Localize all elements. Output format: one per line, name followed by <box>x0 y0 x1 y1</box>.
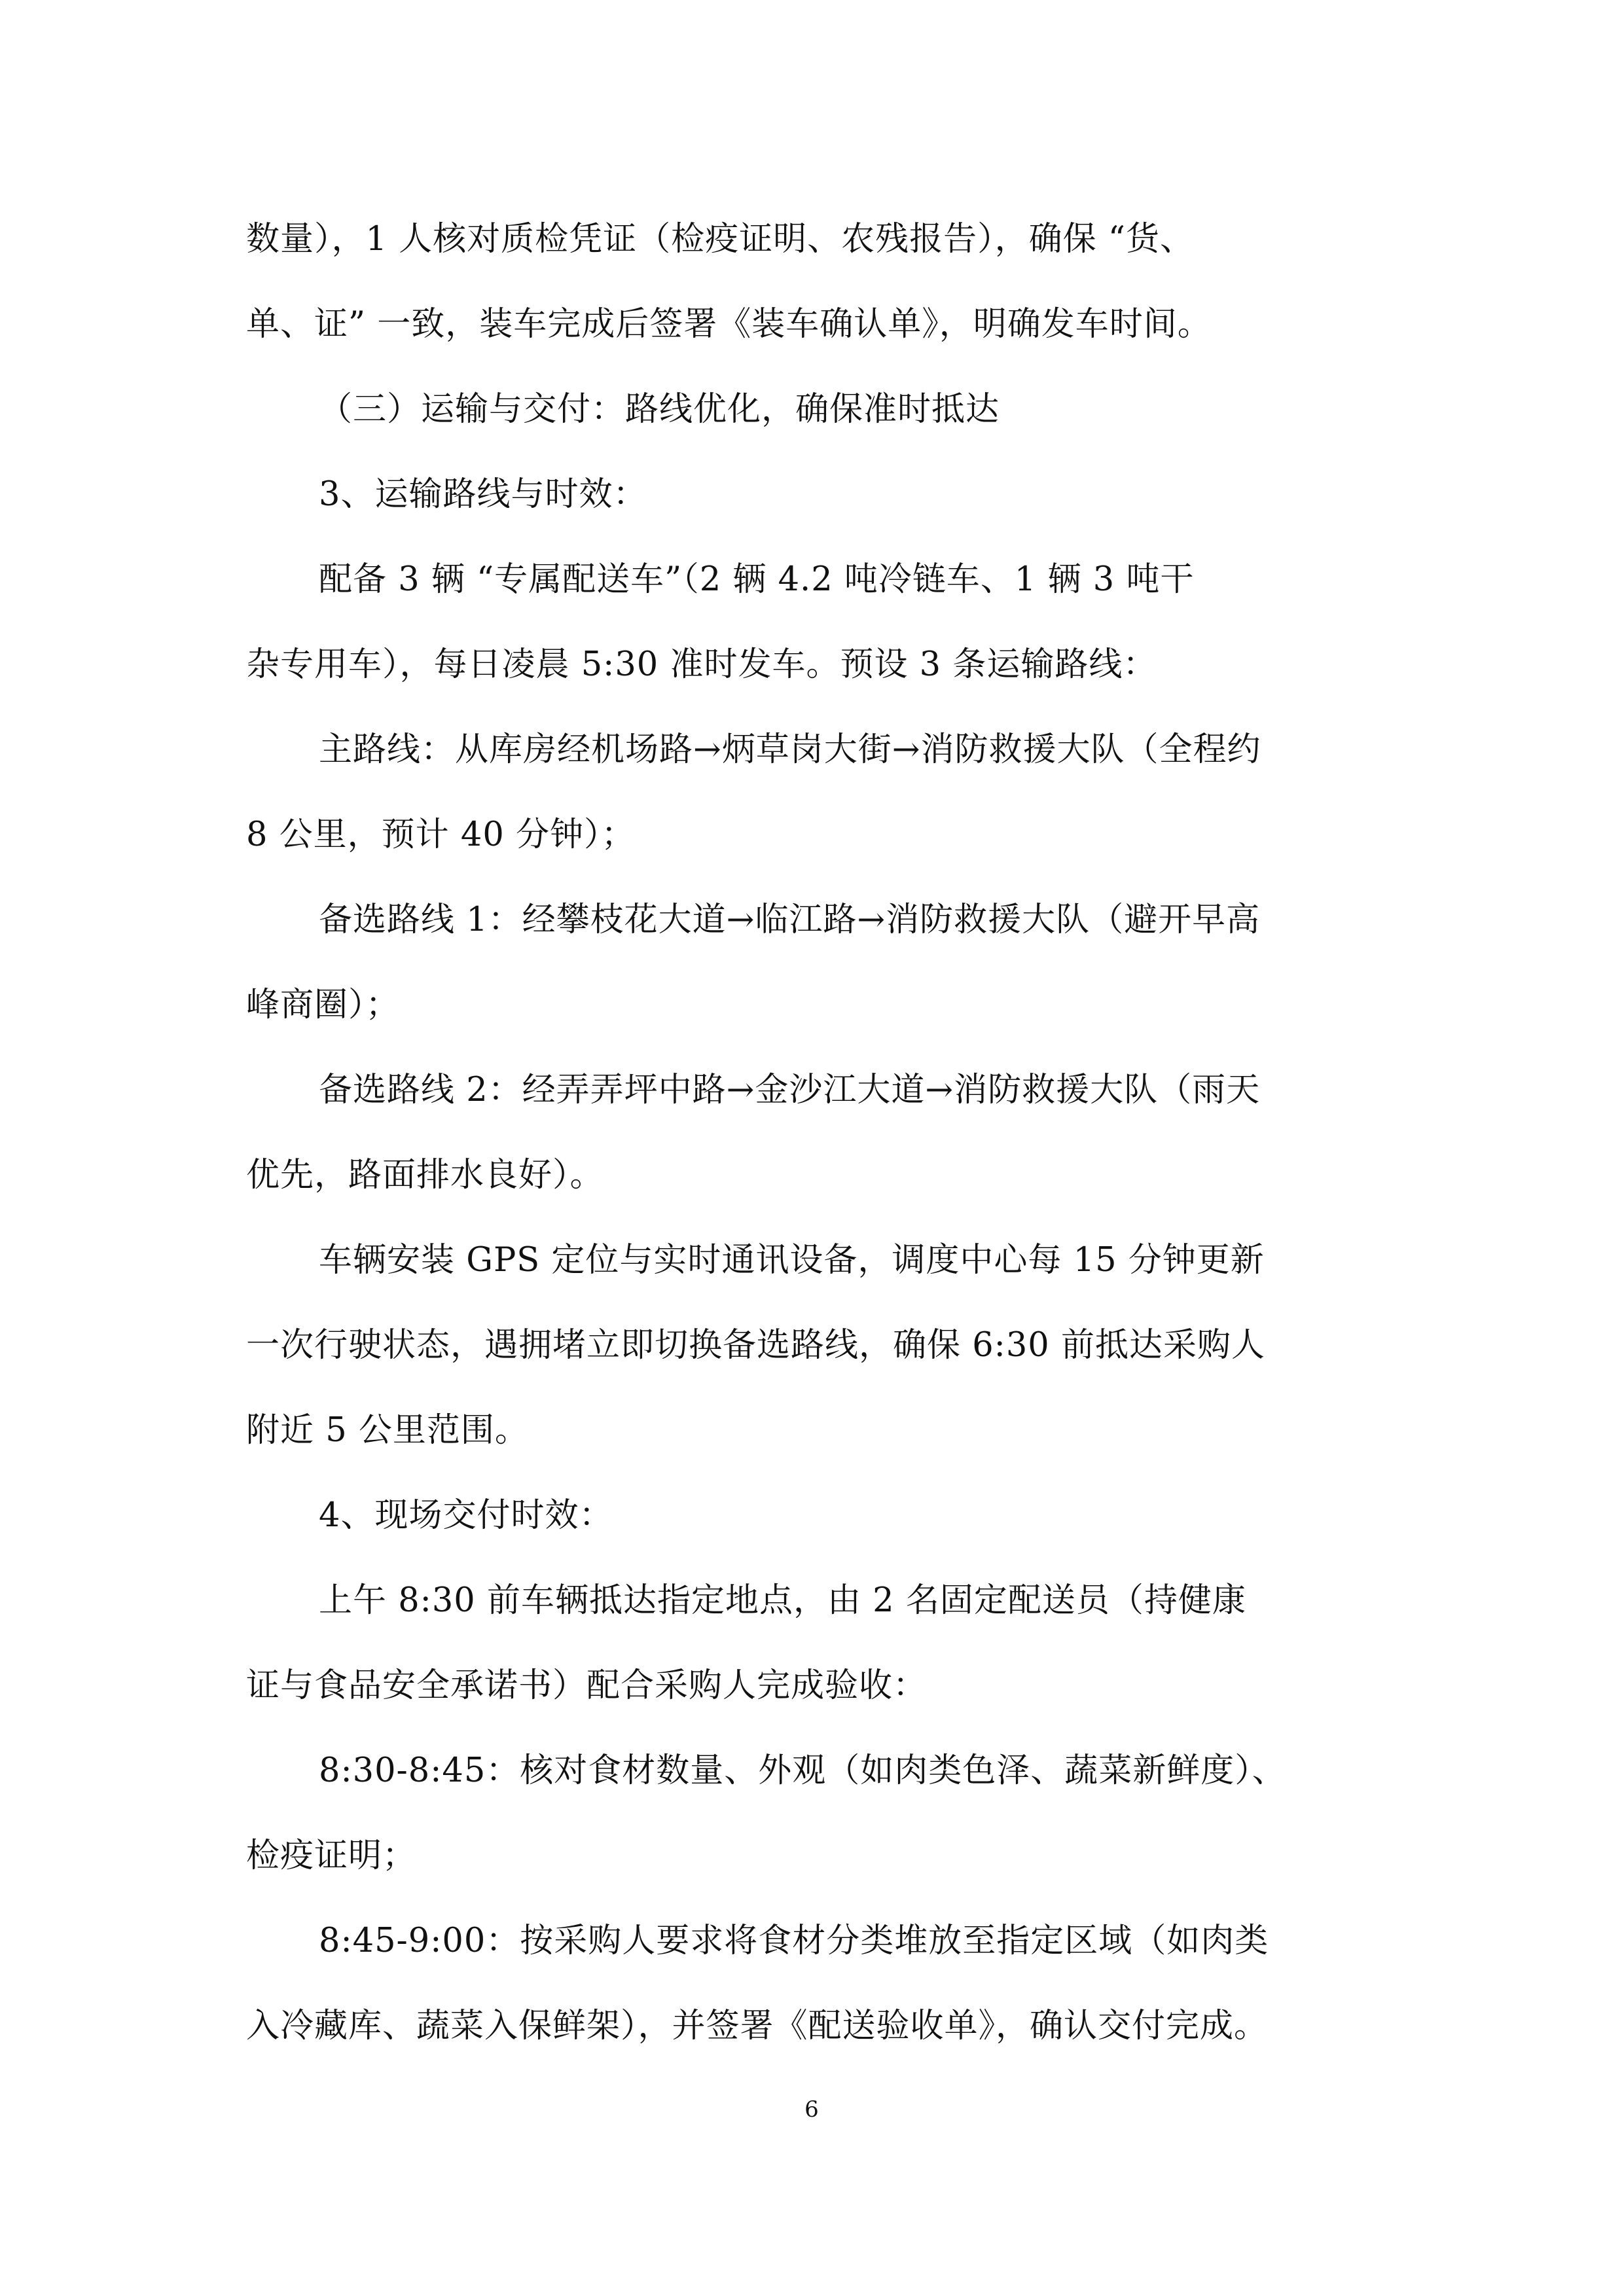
text-line-alternate-route-2-note: 优先，路面排水良好）。 <box>246 1156 604 1194</box>
text-line-arrival-range: 附近 5 公里范围。 <box>246 1411 529 1450</box>
text-line-main-route-distance: 8 公里，预计 40 分钟）； <box>246 816 636 854</box>
text-line-loading-confirmation: 单、证” 一致，装车完成后签署《装车确认单》，明确发车时间。 <box>246 305 1212 344</box>
section-heading-transport-delivery: （三）运输与交付：路线优化，确保准时抵达 <box>319 390 1000 429</box>
text-line-vehicles: 配备 3 辆 “专属配送车”（2 辆 4.2 吨冷链车、1 辆 3 吨干 <box>319 560 1195 599</box>
text-line-first-check-window: 8:30-8:45：核对食材数量、外观（如肉类色泽、蔬菜新鲜度）、 <box>319 1751 1286 1790</box>
text-line-alternate-route-1: 备选路线 1：经攀枝花大道→临江路→消防救援大队（避开早高 <box>319 901 1261 939</box>
text-line-main-route: 主路线：从库房经机场路→炳草岗大街→消防救援大队（全程约 <box>319 730 1261 769</box>
text-line-second-check-window: 8:45-9:00：按采购人要求将食材分类堆放至指定区域（如肉类 <box>319 1922 1269 1960</box>
text-line-route-switching: 一次行驶状态，遇拥堵立即切换备选路线，确保 6:30 前抵达采购人 <box>246 1326 1265 1365</box>
text-line-gps-tracking: 车辆安装 GPS 定位与实时通讯设备，调度中心每 15 分钟更新 <box>319 1241 1265 1280</box>
subheading-routes-timing: 3、运输路线与时效： <box>319 475 647 514</box>
text-line-alternate-route-1-note: 峰商圈）； <box>246 986 400 1024</box>
page-number: 6 <box>804 2096 819 2123</box>
text-line-delivery-completion: 入冷藏库、蔬菜入保鲜架），并签署《配送验收单》，确认交付完成。 <box>246 2007 1269 2045</box>
text-line-inspection-process: 证与食品安全承诺书）配合采购人完成验收： <box>246 1666 928 1705</box>
text-line-alternate-route-2: 备选路线 2：经弄弄坪中路→金沙江大道→消防救援大队（雨天 <box>319 1071 1261 1109</box>
text-line-quarantine-proof: 检疫证明； <box>246 1837 417 1875</box>
subheading-onsite-delivery: 4、现场交付时效： <box>319 1496 613 1535</box>
text-line-quantity-check: 数量），1 人核对质检凭证（检疫证明、农残报告），确保 “货、 <box>246 220 1194 259</box>
text-line-arrival-time: 上午 8:30 前车辆抵达指定地点，由 2 名固定配送员（持健康 <box>319 1581 1246 1620</box>
text-line-departure-routes: 杂专用车），每日凌晨 5:30 准时发车。预设 3 条运输路线： <box>246 645 1157 684</box>
